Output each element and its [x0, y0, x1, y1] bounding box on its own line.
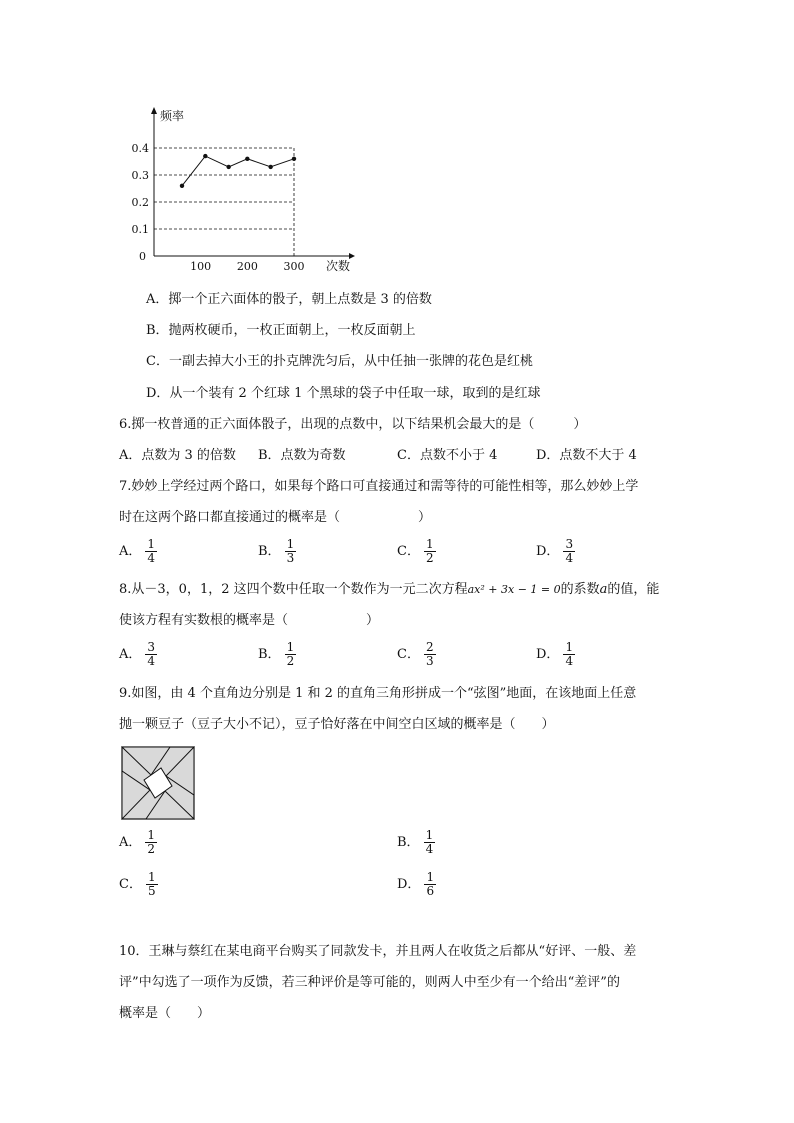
data-point	[245, 157, 249, 161]
q7-option-a: A． $\frac{1}{4}$	[119, 537, 156, 565]
xian-tu-figure	[121, 746, 195, 820]
q6-option-a: A．点数为 3 的倍数	[119, 448, 236, 463]
y-tick-label: 0.4	[131, 142, 149, 155]
data-point	[226, 165, 230, 169]
q7-stem-line2: 时在这两个路口都直接通过的概率是（ ）	[119, 510, 432, 525]
q9-option-d: D． $\frac{1}{6}$	[397, 870, 435, 898]
q5-option-b: B．抛两枚硬币，一枚正面朝上，一枚反面朝上	[146, 323, 416, 338]
data-point	[268, 165, 272, 169]
x-tick-label: 300	[283, 260, 305, 273]
q8-option-a: A． $\frac{3}{4}$	[119, 640, 156, 668]
y-tick-label: 0.3	[131, 169, 149, 182]
y-tick-label: 0.2	[131, 196, 149, 209]
q7-option-c: C． $\frac{1}{2}$	[397, 537, 434, 565]
q10-stem-line3: 概率是（ ）	[119, 1006, 211, 1021]
q8-option-b: B． $\frac{1}{2}$	[258, 640, 295, 668]
data-point	[180, 184, 184, 188]
q8-equation: ax² + 3x − 1 = 0	[467, 583, 561, 596]
q9-option-b: B． $\frac{1}{4}$	[397, 828, 434, 856]
x-tick-label: 100	[190, 260, 212, 273]
q6-stem: 6.掷一枚普通的正六面体骰子，出现的点数中，以下结果机会最大的是（ ）	[119, 417, 587, 432]
data-point	[203, 154, 207, 158]
q9-option-a: A． $\frac{1}{2}$	[119, 828, 156, 856]
q6-option-b: B．点数为奇数	[258, 448, 346, 463]
q8-stem-line2: 使该方程有实数根的概率是（ ）	[119, 613, 380, 628]
q8-stem-line1: 8.从－3，0，1，2 这四个数中任取一个数作为一元二次方程ax² + 3x − 1 = 0的系数a的值，能	[119, 582, 660, 597]
data-point	[292, 157, 296, 161]
q9-stem-line1: 9.如图，由 4 个直角边分别是 1 和 2 的直角三角形拼成一个“弦图”地面，在该地面上任意	[119, 686, 637, 701]
q7-stem-line1: 7.妙妙上学经过两个路口，如果每个路口可直接通过和需等待的可能性相等，那么妙妙上学	[119, 479, 639, 494]
q6-option-c: C．点数不小于 4	[397, 448, 498, 463]
y-axis-arrow	[151, 107, 157, 114]
y-tick-label: 0.1	[131, 223, 149, 236]
chart-plot	[132, 107, 356, 273]
q5-option-c: C．一副去掉大小王的扑克牌洗匀后，从中任抽一张牌的花色是红桃	[146, 354, 533, 369]
x-axis-label: 次数	[326, 259, 351, 273]
q5-option-d: D．从一个装有 2 个红球 1 个黑球的袋子中任取一球，取到的是红球	[146, 386, 541, 401]
frequency-line-chart	[130, 100, 370, 280]
x-tick-label: 200	[236, 260, 258, 273]
q9-stem-line2: 抛一颗豆子（豆子大小不记），豆子恰好落在中间空白区域的概率是（ ）	[119, 717, 555, 732]
q7-option-d: D． $\frac{3}{4}$	[536, 537, 574, 565]
q10-stem-line1: 10．王琳与蔡红在某电商平台购买了同款发卡，并且两人在收货之后都从“好评、一般、差	[119, 944, 637, 959]
q9-option-c: C． $\frac{1}{5}$	[119, 870, 156, 898]
series-line	[182, 156, 294, 186]
q5-option-a: A．掷一个正六面体的骰子，朝上点数是 3 的倍数	[146, 292, 432, 307]
q7-option-b: B． $\frac{1}{3}$	[258, 537, 295, 565]
q8-option-c: C． $\frac{2}{3}$	[397, 640, 434, 668]
origin-label: 0	[139, 250, 146, 263]
q10-stem-line2: 评”中勾选了一项作为反馈，若三种评价是等可能的，则两人中至少有一个给出“差评”的	[119, 975, 620, 990]
q8-option-d: D． $\frac{1}{4}$	[536, 640, 574, 668]
y-axis-label: 频率	[160, 109, 185, 123]
q6-option-d: D．点数不大于 4	[536, 448, 637, 463]
